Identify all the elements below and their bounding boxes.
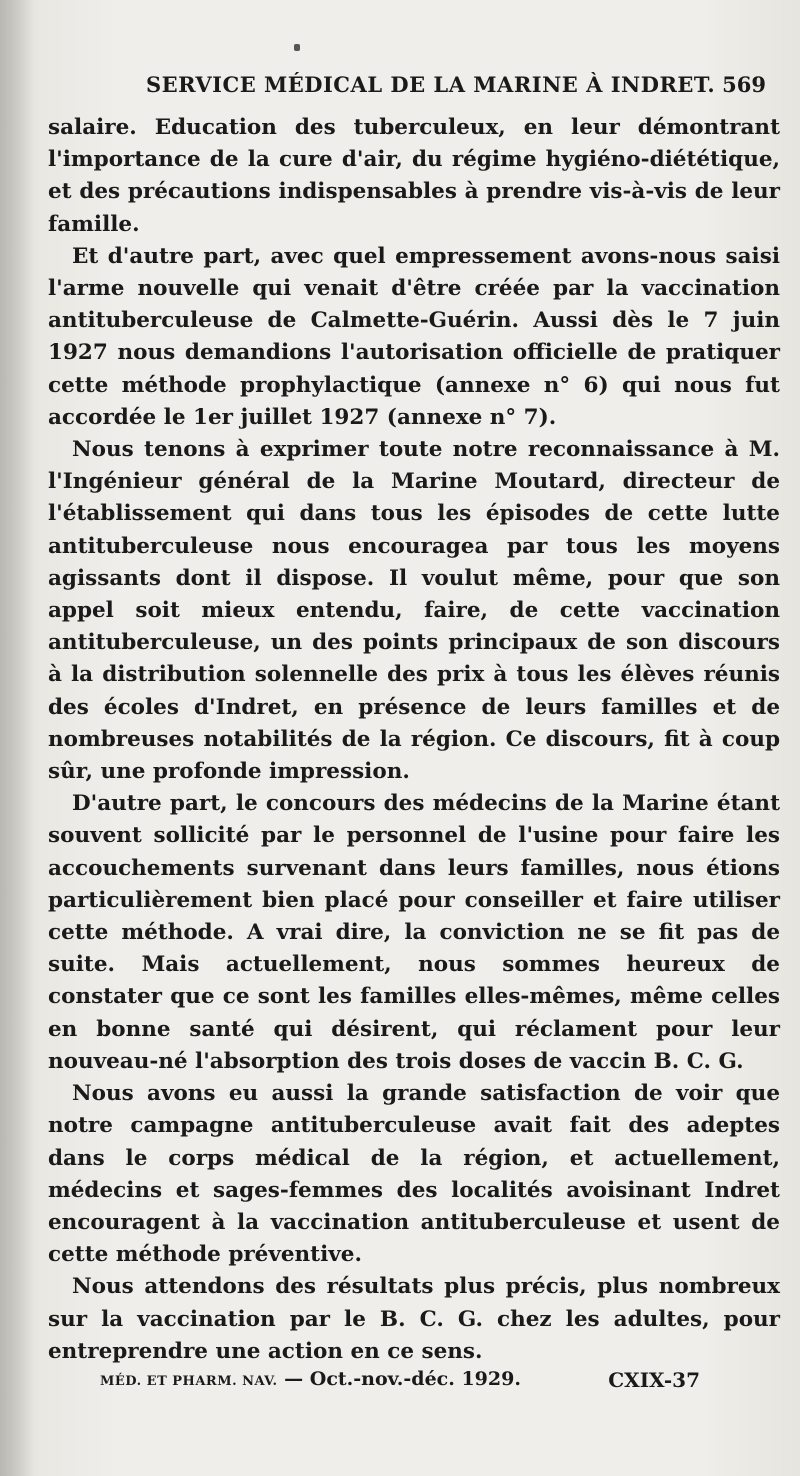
journal-abbreviation: MÉD. ET PHARM. NAV. — [100, 1374, 278, 1389]
paragraph-5: Nous avons eu aussi la grande satisfaction de voir que notre campagne antituberculeuse avait fait des adeptes dans le corps médical de la région, et actuellement, médecins et sages-femmes des localités avoisinant Indret encouragent à la vaccination antituberculeuse et usent de cette méthode préventive. — [48, 1081, 780, 1268]
page-header — [60, 72, 766, 102]
page-number: 569 — [722, 72, 766, 97]
page-footer — [100, 1368, 700, 1398]
page-gutter-shadow — [0, 0, 34, 1476]
paragraph-4: D'autre part, le concours des médecins de la Marine étant souvent sollicité par le personnel de l'usine pour faire les accouchements survenant dans leurs familles, nous étions particulièrement bien placé pour conseiller et faire utiliser cette méthode. A vrai dire, la conviction ne se fit pas de suite. Mais actuellement, nous sommes heureux de constater que ce sont les familles elles-mêmes, même celles en bonne santé qui désirent, qui réclament pour leur nouveau-né l'absorption des trois doses de vaccin B. C. G. — [48, 791, 780, 1074]
ink-speck — [294, 44, 300, 51]
paragraph-3: Nous tenons à exprimer toute notre reconnaissance à M. l'Ingénieur général de la Marine Moutard, directeur de l'établissement qui dans tous les épisodes de cette lutte antituberculeuse nous encouragea par tous les moyens agissants dont il dispose. Il voulut même, pour que son appel soit mieux entendu, faire, de cette vaccination antituberculeuse, un des points principaux de son discours à la distribution solennelle des prix à tous les élèves réunis des écoles d'Indret, en présence de leurs familles et de nombreuses notabilités de la région. Ce discours, fit à coup sûr, une profonde impression. — [48, 437, 780, 785]
paragraph-2: Et d'autre part, avec quel empressement avons-nous saisi l'arme nouvelle qui venait d'être créée par la vaccination antituberculeuse de Calmette-Guérin. Aussi dès le 7 juin 1927 nous demandions l'autorisation officielle de pratiquer cette méthode prophylactique (annexe n° 6) qui nous fut accordée le 1er juillet 1927 (annexe n° 7). — [48, 243, 780, 430]
body-text — [48, 112, 780, 1368]
paragraph-1: salaire. Education des tuberculeux, en leur démontrant l'importance de la cure d'air, du régime hygiéno-diététique, et des précautions indispensables à prendre vis-à-vis de leur famille. — [48, 115, 780, 237]
paragraph-6: Nous attendons des résultats plus précis, plus nombreux sur la vaccination par le B. C. G. chez les adultes, pour entreprendre une action en ce sens. — [48, 1274, 780, 1364]
footer-dash: — — [284, 1368, 304, 1390]
signature-mark: CXIX-37 — [608, 1368, 700, 1392]
footer-citation — [100, 1368, 521, 1390]
issue-date: Oct.-nov.-déc. 1929. — [309, 1368, 521, 1390]
running-head: SERVICE MÉDICAL DE LA MARINE À INDRET. — [146, 72, 716, 97]
